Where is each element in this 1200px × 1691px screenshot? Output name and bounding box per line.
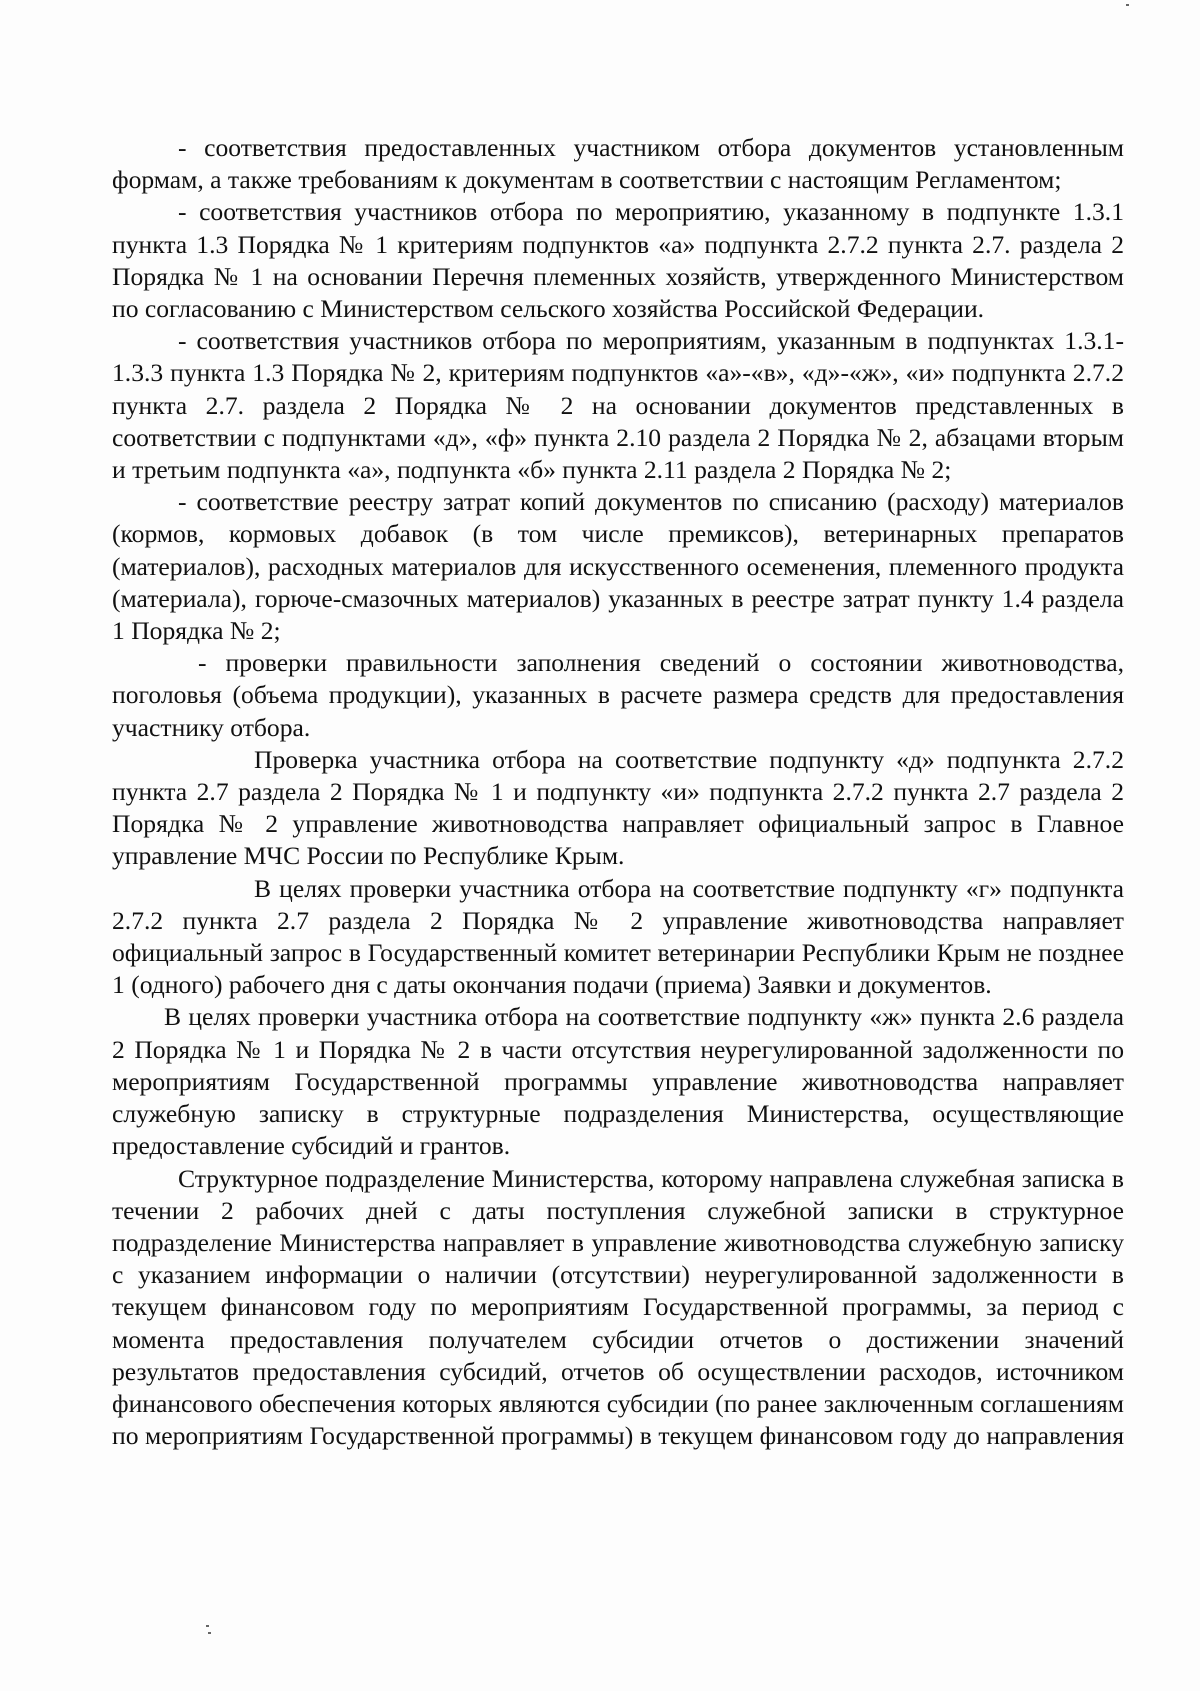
scan-speck <box>206 1625 209 1627</box>
paragraph-list-item-breeding: - соответствия участников отбора по мероприятию, указанному в подпункте 1.3.1 пункта 1.3 Порядка № 1 критериям подпунктов «а» подпункта 2.7.2 пункта 2.7. раздела 2 Порядка № 1 на основании Перечня племенных хозяйств, утвержденного Министерством по согласованию с Министерством сельского хозяйства Российской Федерации. <box>112 197 1124 324</box>
paragraph-list-item-documents: - соответствия предоставленных участником отбора документов установленным формам, а также требованиям к документам в соответствии с настоящим Регламентом; <box>112 133 1124 195</box>
paragraph-list-item-livestock-check: - проверки правильности заполнения сведений о состоянии животноводства, поголовья (объема продукции), указанных в расчете размера средств для предоставления участнику отбора. <box>112 648 1124 742</box>
paragraph-debt-check: В целях проверки участника отбора на соответствие подпункту «ж» пункта 2.6 раздела 2 Порядка № 1 и Порядка № 2 в части отсутствия неурегулированной задолженности по мероприятиям Государственной программы управление животноводства направляет служебную записку в структурные подразделения Министерства, осуществляющие предоставление субсидий и грантов. <box>112 1002 1124 1161</box>
scan-speck <box>1126 4 1129 6</box>
scan-speck <box>208 1632 211 1634</box>
paragraph-veterinary-request: В целях проверки участника отбора на соответствие подпункту «г» подпункта 2.7.2 пункта 2.7 раздела 2 Порядка № 2 управление животноводства направляет официальный запрос в Государственный комитет ветеринарии Республики Крым не позднее 1 (одного) рабочего дня с даты окончания подачи (приема) Заявки и документов. <box>112 873 1124 1000</box>
document-body <box>112 132 1124 1452</box>
paragraph-mchs-request: Проверка участника отбора на соответствие подпункту «д» подпункта 2.7.2 пункта 2.7 раздела 2 Порядка № 1 и подпункту «и» подпункта 2.7.2 пункта 2.7 раздела 2 Порядка № 2 управление животноводства направляет официальный запрос в Главное управление МЧС России по Республике Крым. <box>112 744 1124 871</box>
paragraph-list-item-cost-register: - соответствие реестру затрат копий документов по списанию (расходу) материалов (кормов, кормовых добавок (в том числе премиксов), ветеринарных препаратов (материалов), расходных материалов для искусственного осеменения, племенного продукта (материала), горюче-смазочных материалов) указанных в реестре затрат пункту 1.4 раздела 1 Порядка № 2; <box>112 487 1124 646</box>
paragraph-structural-unit: Структурное подразделение Министерства, которому направлена служебная записка в течении 2 рабочих дней с даты поступления служебной записки в структурное подразделение Министерства направляет в управление животноводства служебную записку с указанием информации о наличии (отсутствии) неурегулированной задолженности в текущем финансовом году по мероприятиям Государственной программы, за период с момента предоставления получателем субсидии отчетов о достижении значений результатов предоставления субсидий, отчетов об осуществлении расходов, источником финансового обеспечения которых являются субсидии (по ранее заключенным соглашениям по мероприятиям Государственной программы) в текущем финансовом году до направления <box>112 1163 1124 1451</box>
paragraph-list-item-criteria: - соответствия участников отбора по мероприятиям, указанным в подпунктах 1.3.1-1.3.3 пункта 1.3 Порядка № 2, критериям подпунктов «а»-«в», «д»-«ж», «и» подпункта 2.7.2 пункта 2.7. раздела 2 Порядка № 2 на основании документов представленных в соответствии с подпунктами «д», «ф» пункта 2.10 раздела 2 Порядка № 2, абзацами вторым и третьим подпункта «а», подпункта «б» пункта 2.11 раздела 2 Порядка № 2; <box>112 326 1124 485</box>
